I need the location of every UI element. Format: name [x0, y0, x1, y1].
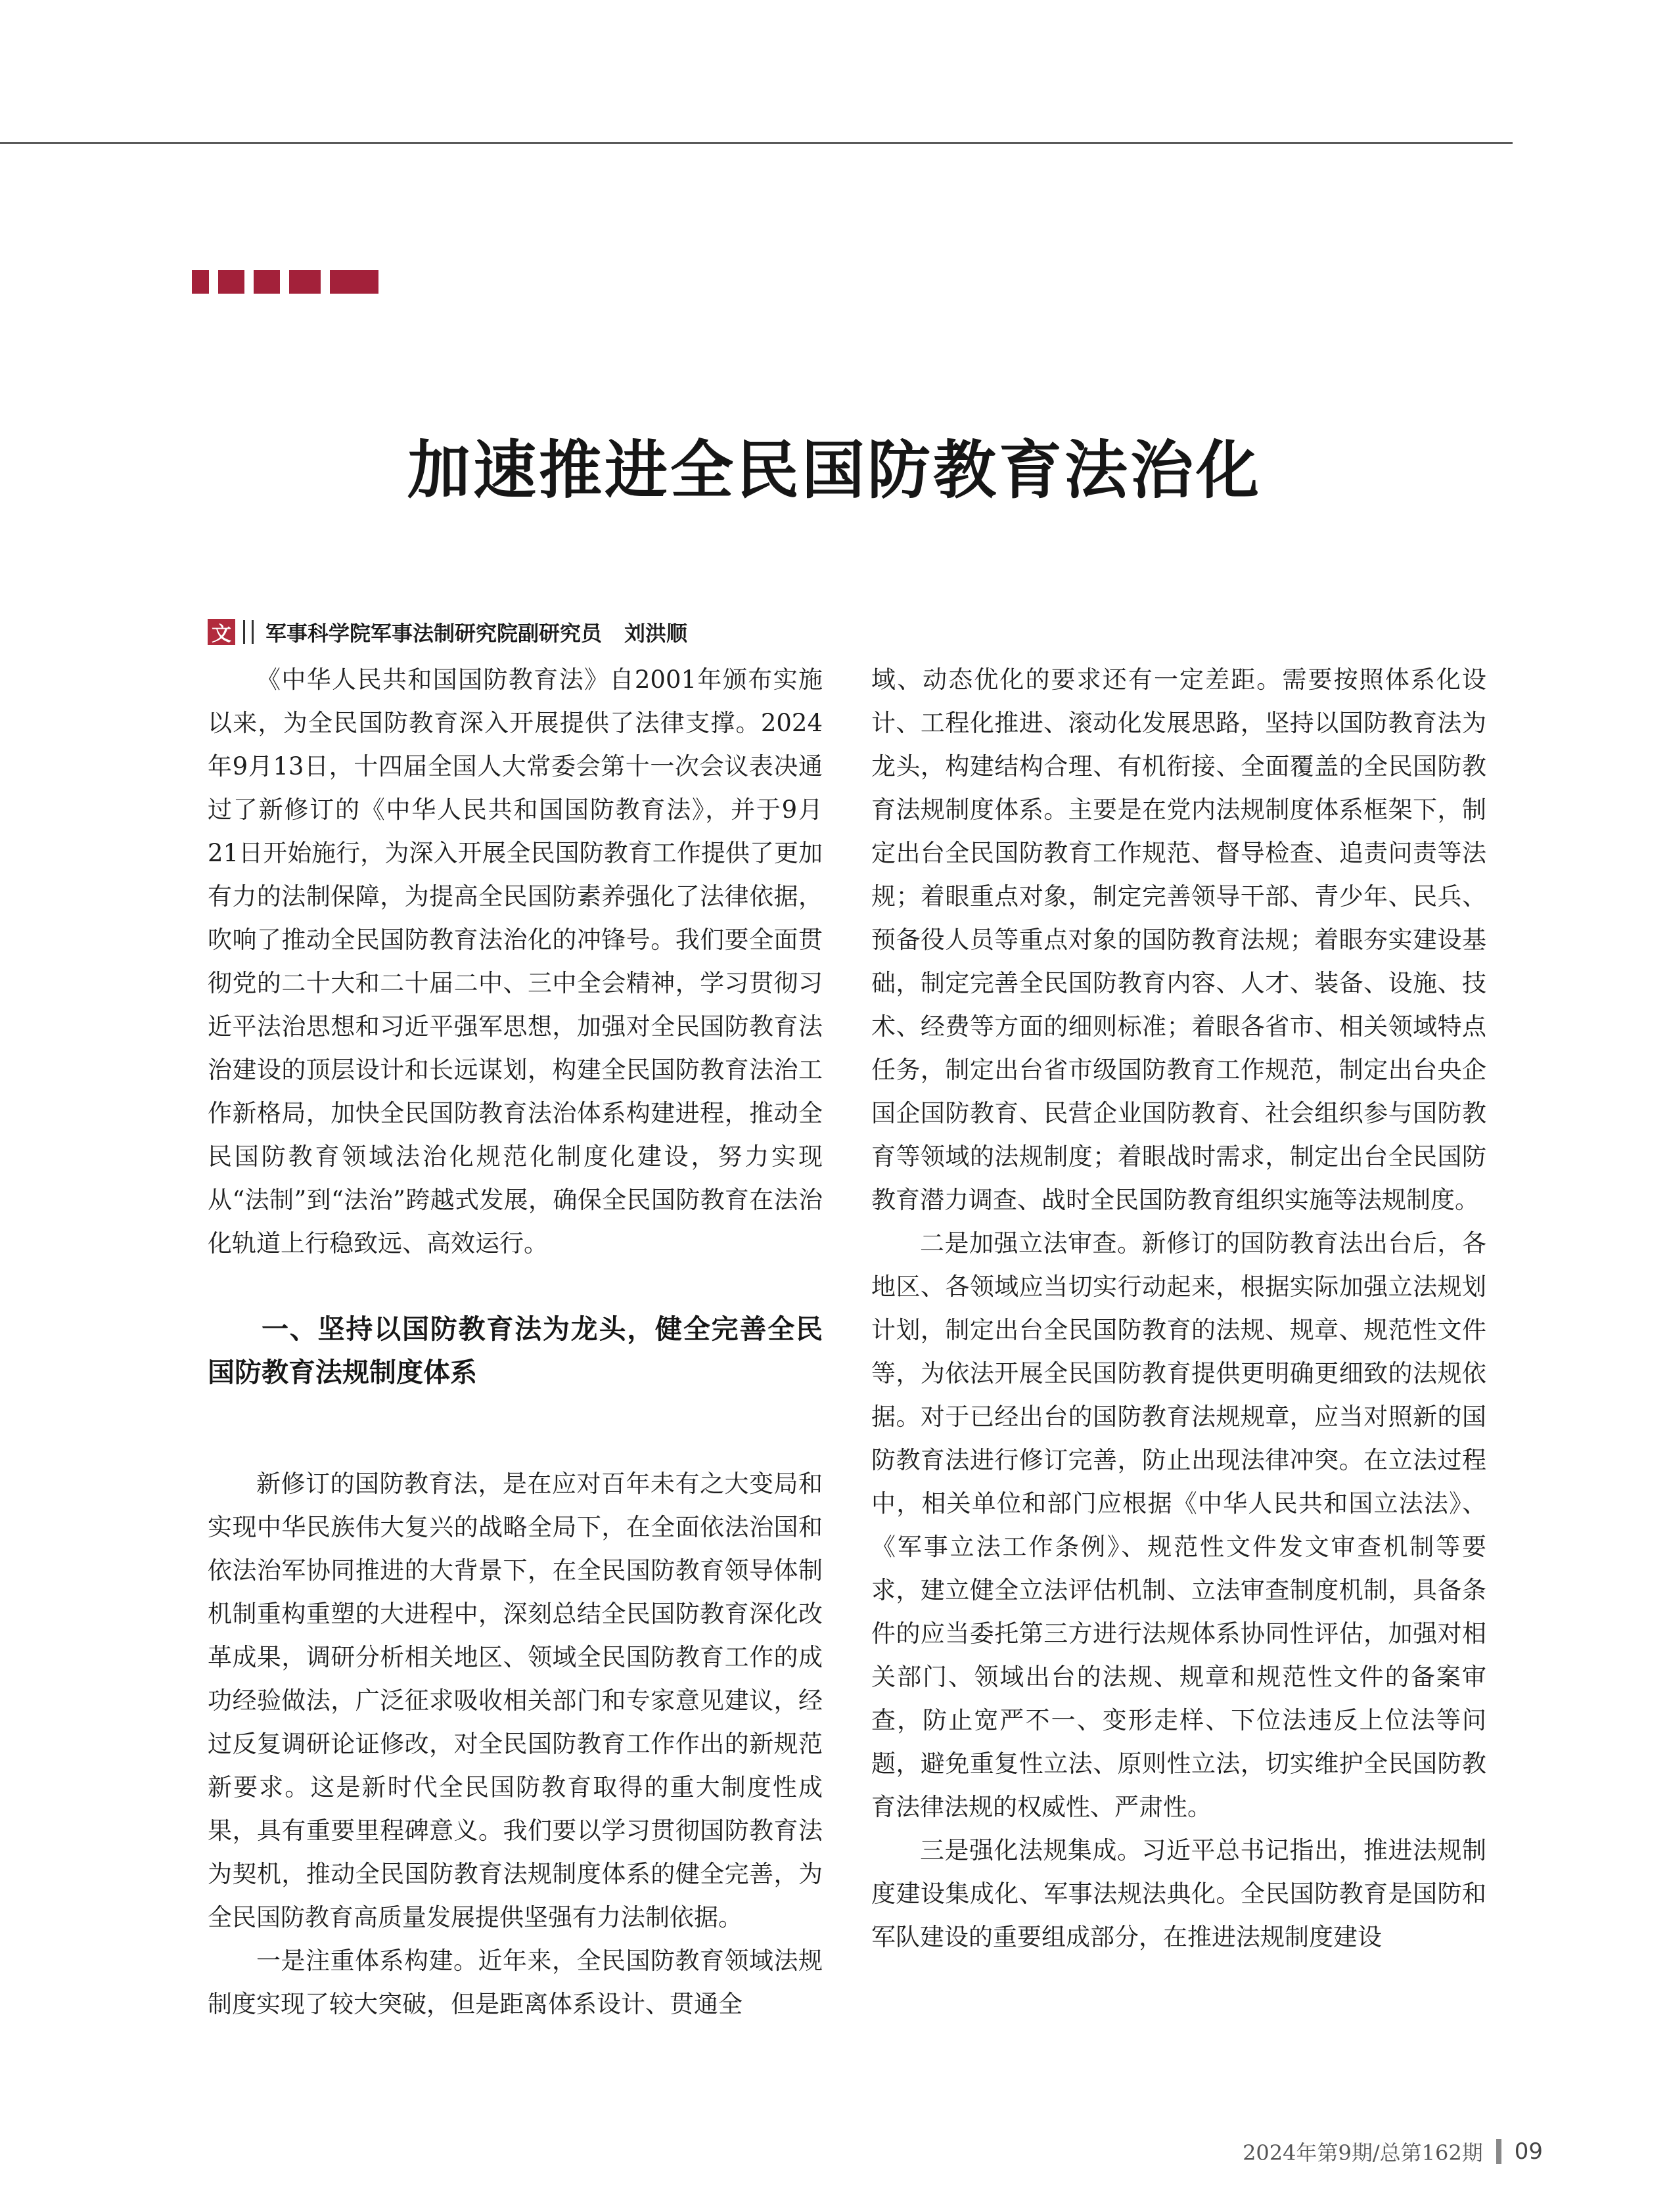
left-column: [208, 658, 823, 2026]
paragraph: 新修订的国防教育法，是在应对百年未有之大变局和实现中华民族伟大复兴的战略全局下，在全面依法治国和依法治军协同推进的大背景下，在全民国防教育领导体制机制重构重塑的大进程中，深刻总结全民国防教育深化改革成果，调研分析相关地区、领域全民国防教育工作的成功经验做法，广泛征求吸收相关部门和专家意见建议，经过反复调研论证修改，对全民国防教育工作作出的新规范新要求。这是新时代全民国防教育取得的重大制度性成果，具有重要里程碑意义。我们要以学习贯彻国防教育法为契机，推动全民国防教育法规制度体系的健全完善，为全民国防教育高质量发展提供坚强有力法制依据。: [208, 1470, 823, 1931]
byline-divider: [243, 620, 254, 644]
paragraph: 域、动态优化的要求还有一定差距。需要按照体系化设计、工程化推进、滚动化发展思路，坚持以国防教育法为龙头，构建结构合理、有机衔接、全面覆盖的全民国防教育法规制度体系。主要是在党内法规制度体系框架下，制定出台全民国防教育工作规范、督导检查、追责问责等法规；着眼重点对象，制定完善领导干部、青少年、民兵、预备役人员等重点对象的国防教育法规；着眼夯实建设基础，制定完善全民国防教育内容、人才、装备、设施、技术、经费等方面的细则标准；着眼各省市、相关领域特点任务，制定出台省市级国防教育工作规范，制定出台央企国企国防教育、民营企业国防教育、社会组织参与国防教育等领域的法规制度；着眼战时需求，制定出台全民国防教育潜力调查、战时全民国防教育组织实施等法规制度。: [871, 666, 1486, 1214]
footer-divider: [1496, 2139, 1501, 2164]
page-number: 09: [1514, 2138, 1543, 2165]
marker-block: [330, 270, 378, 294]
right-column: [871, 658, 1486, 1959]
paragraph: 三是强化法规集成。习近平总书记指出，推进法规制度建设集成化、军事法规法典化。全民国防教育是国防和军队建设的重要组成部分，在推进法规制度建设: [871, 1836, 1486, 1951]
marker-block: [218, 270, 244, 294]
author-affiliation: 军事科学院军事法制研究院副研究员: [265, 621, 603, 646]
article-title: 加速推进全民国防教育法治化: [407, 434, 1262, 507]
paragraph: 《中华人民共和国国防教育法》自2001年颁布实施以来，为全民国防教育深入开展提供了法律支撑。2024年9月13日，十四届全国人大常委会第十一次会议表决通过了新修订的《中华人民共和国国防教育法》，并于9月21日开始施行，为深入开展全民国防教育工作提供了更加有力的法制保障，为提高全民国防素养强化了法律依据，吹响了推动全民国防教育法治化的冲锋号。我们要全面贯彻党的二十大和二十届二中、三中全会精神，学习贯彻习近平法治思想和习近平强军思想，加强对全民国防教育法治建设的顶层设计和长远谋划，构建全民国防教育法治工作新格局，加快全民国防教育法治体系构建进程，推动全民国防教育领域法治化规范化制度化建设，努力实现从“法制”到“法治”跨越式发展，确保全民国防教育在法治化轨道上行稳致远、高效运行。: [208, 666, 823, 1257]
issue-info: 2024年第9期/总第162期: [1243, 2140, 1483, 2165]
marker-block: [289, 270, 321, 294]
page-footer: [1243, 2136, 1543, 2167]
paragraph: 一是注重体系构建。近年来，全民国防教育领域法规制度实现了较大突破，但是距离体系设计、贯通全: [208, 1947, 823, 2018]
section-marker-blocks: [192, 270, 378, 294]
paragraph: 二是加强立法审查。新修订的国防教育法出台后，各地区、各领域应当切实行动起来，根据实际加强立法规划计划，制定出台全民国防教育的法规、规章、规范性文件等，为依法开展全民国防教育提供更明确更细致的法规依据。对于已经出台的国防教育法规规章，应当对照新的国防教育法进行修订完善，防止出现法律冲突。在立法过程中，相关单位和部门应根据《中华人民共和国立法法》、《军事立法工作条例》、规范性文件发文审查机制等要求，建立健全立法评估机制、立法审查制度机制，具备条件的应当委托第三方进行法规体系协同性评估，加强对相关部门、领域出台的法规、规章和规范性文件的备案审查，防止宽严不一、变形走样、下位法违反上位法等问题，避免重复性立法、原则性立法，切实维护全民国防教育法律法规的权威性、严肃性。: [871, 1229, 1486, 1821]
byline: [208, 616, 687, 648]
author-name: 刘洪顺: [624, 621, 688, 646]
marker-block: [192, 270, 209, 294]
section-heading: 一、坚持以国防教育法为龙头，健全完善全民国防教育法规制度体系: [208, 1313, 823, 1388]
byline-mark: 文: [208, 619, 235, 645]
marker-block: [254, 270, 280, 294]
top-rule: [0, 142, 1513, 144]
